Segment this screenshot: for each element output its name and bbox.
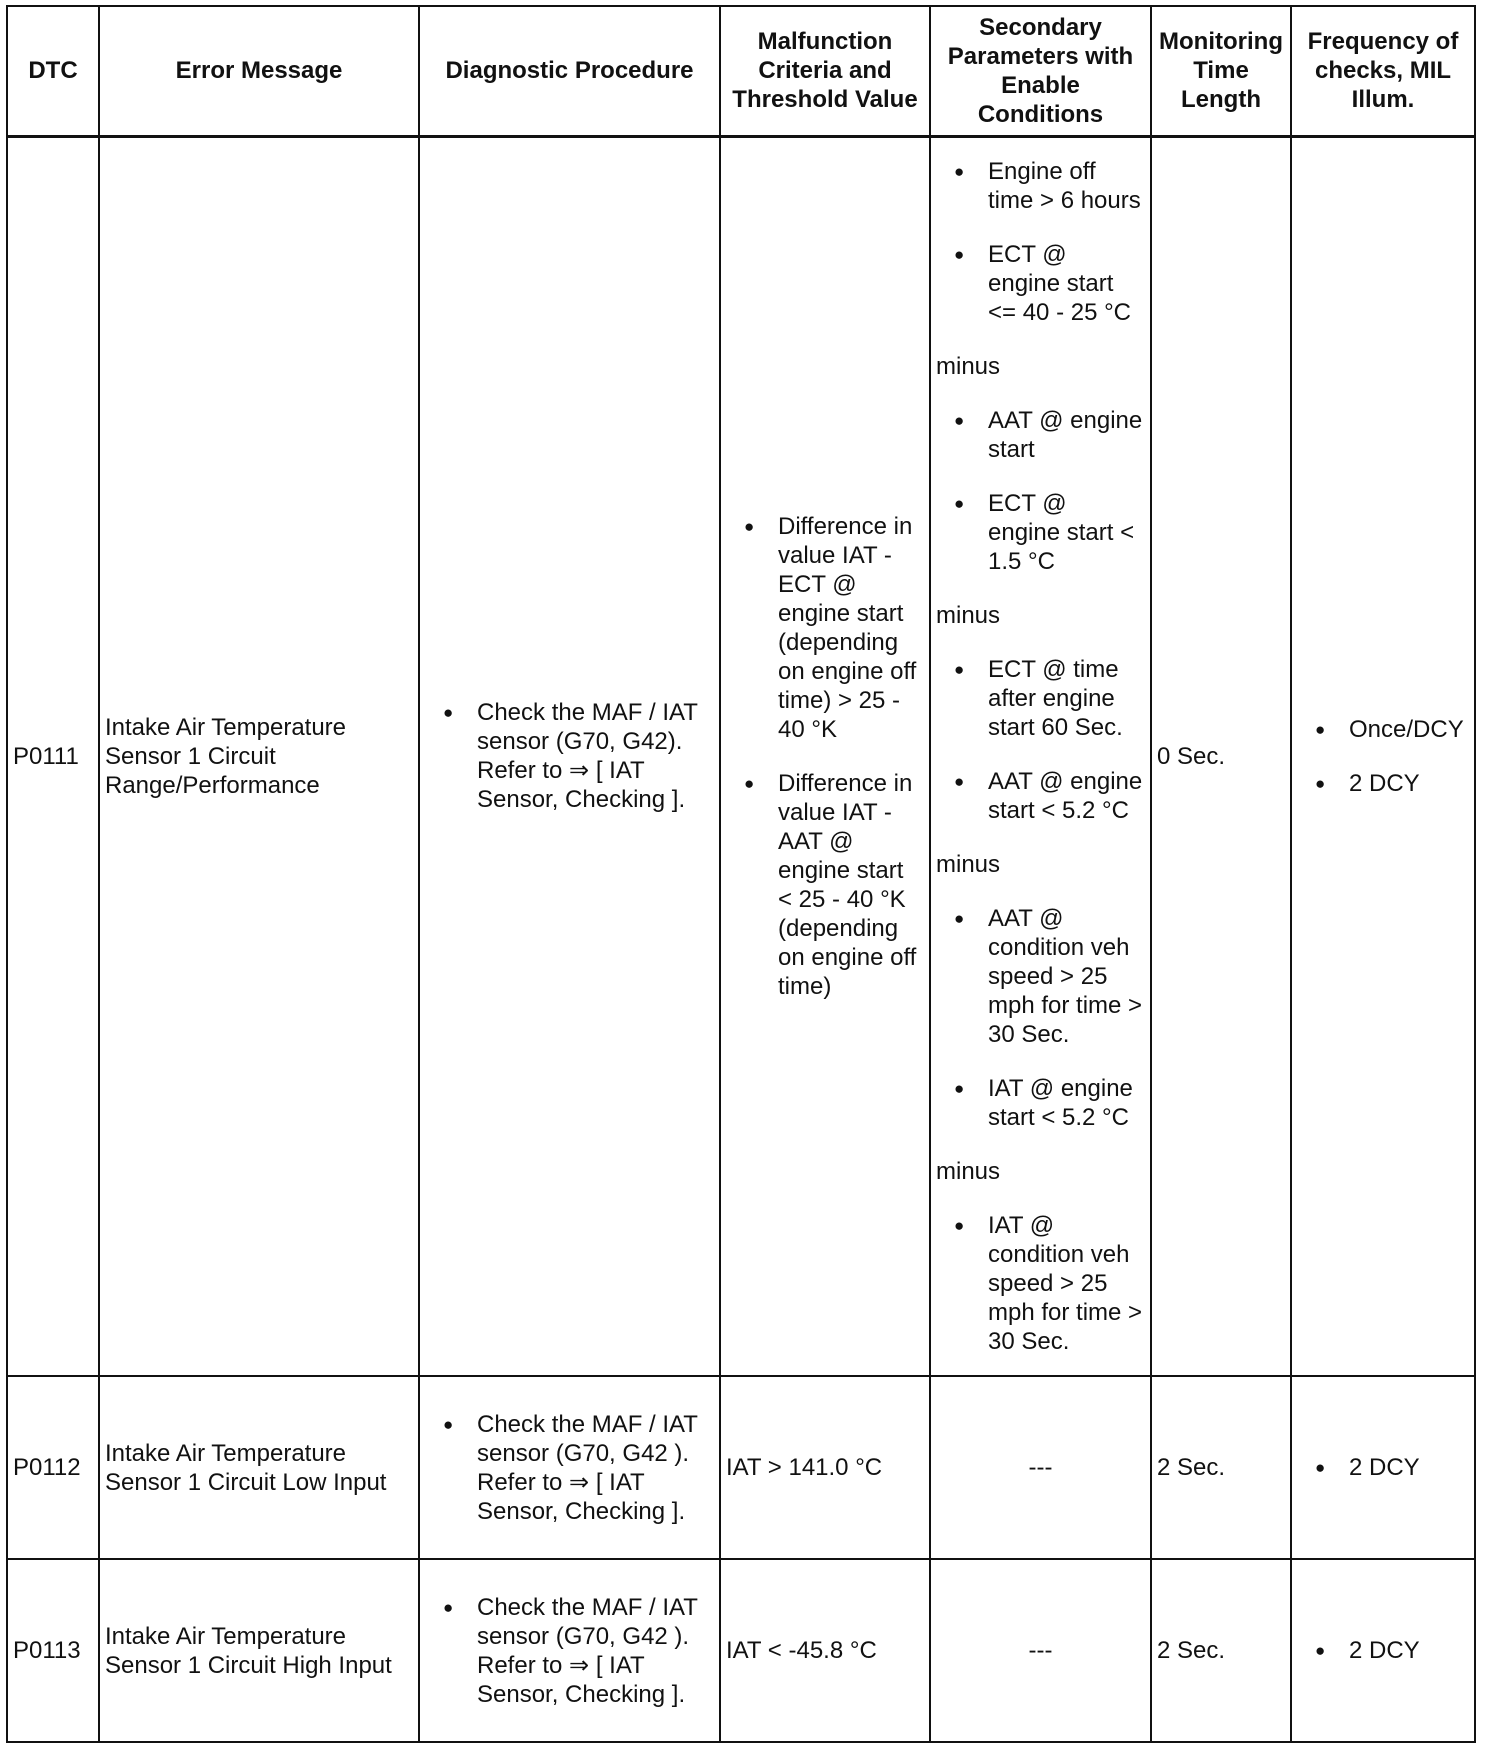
frequency xyxy=(1291,136,1475,1376)
monitoring-time: 0 Sec. xyxy=(1151,136,1291,1376)
malfunction-criteria xyxy=(720,136,930,1376)
secondary-item: ● AAT @ condition veh speed > 25 mph for time > 30 Sec. xyxy=(936,904,1145,1049)
table-row xyxy=(7,136,1475,1376)
diagnostic-procedure xyxy=(419,1376,720,1559)
dtc-code: P0113 xyxy=(7,1559,99,1742)
procedure-item: ● Check the MAF / IAT sensor (G70, G42 ). Refer to ⇒ [ IAT Sensor, Checking ]. xyxy=(425,1593,714,1709)
procedure-item: ● Check the MAF / IAT sensor (G70, G42). Refer to ⇒ [ IAT Sensor, Checking ]. xyxy=(425,698,714,814)
malfunction-criteria: IAT > 141.0 °C xyxy=(720,1376,930,1559)
secondary-parameters: --- xyxy=(930,1559,1151,1742)
frequency-item: ● 2 DCY xyxy=(1297,1453,1469,1482)
error-message: Intake Air Temperature Sensor 1 Circuit High Input xyxy=(99,1559,419,1742)
secondary-parameters: --- xyxy=(930,1376,1151,1559)
frequency-item: ● 2 DCY xyxy=(1297,769,1469,798)
minus-label: minus xyxy=(936,352,1001,380)
malfunction-criteria: IAT < -45.8 °C xyxy=(720,1559,930,1742)
header-error-message: Error Message xyxy=(99,6,419,136)
secondary-item: ● ECT @ time after engine start 60 Sec. xyxy=(936,655,1145,742)
monitoring-time: 2 Sec. xyxy=(1151,1376,1291,1559)
error-message: Intake Air Temperature Sensor 1 Circuit Range/Performance xyxy=(99,136,419,1376)
dtc-code: P0112 xyxy=(7,1376,99,1559)
minus-label: minus xyxy=(936,601,1001,629)
frequency-item: ● Once/DCY xyxy=(1297,715,1469,744)
malfunction-item: ● Difference in value IAT - AAT @ engine start < 25 - 40 °K (depending on engine off time) xyxy=(726,769,924,1001)
header-row xyxy=(7,6,1475,136)
frequency xyxy=(1291,1376,1475,1559)
dtc-code: P0111 xyxy=(7,136,99,1376)
minus-label: minus xyxy=(936,1157,1001,1185)
dtc-table xyxy=(6,5,1476,1743)
frequency-item: ● 2 DCY xyxy=(1297,1636,1469,1665)
table-row xyxy=(7,1376,1475,1559)
secondary-parameters xyxy=(930,136,1151,1376)
frequency xyxy=(1291,1559,1475,1742)
secondary-item: ● IAT @ condition veh speed > 25 mph for time > 30 Sec. xyxy=(936,1211,1145,1356)
diagnostic-procedure xyxy=(419,136,720,1376)
secondary-item: ● ECT @ engine start <= 40 - 25 °C xyxy=(936,240,1145,327)
secondary-item: ● AAT @ engine start xyxy=(936,406,1145,464)
secondary-item: ● IAT @ engine start < 5.2 °C xyxy=(936,1074,1145,1132)
error-message: Intake Air Temperature Sensor 1 Circuit Low Input xyxy=(99,1376,419,1559)
monitoring-time: 2 Sec. xyxy=(1151,1559,1291,1742)
minus-label: minus xyxy=(936,850,1001,878)
header-malfunction-criteria: Malfunction Criteria and Threshold Value xyxy=(720,6,930,136)
malfunction-item: ● Difference in value IAT - ECT @ engine start (depending on engine off time) > 25 - 40 °K xyxy=(726,512,924,744)
header-monitoring-time: Monitoring Time Length xyxy=(1151,6,1291,136)
header-dtc: DTC xyxy=(7,6,99,136)
diagnostic-procedure xyxy=(419,1559,720,1742)
header-frequency: Frequency of checks, MIL Illum. xyxy=(1291,6,1475,136)
secondary-item: ● Engine off time > 6 hours xyxy=(936,157,1145,215)
secondary-item: ● ECT @ engine start < 1.5 °C xyxy=(936,489,1145,576)
header-diagnostic-procedure: Diagnostic Procedure xyxy=(419,6,720,136)
header-secondary-parameters: Secondary Parameters with Enable Conditions xyxy=(930,6,1151,136)
procedure-item: ● Check the MAF / IAT sensor (G70, G42 ). Refer to ⇒ [ IAT Sensor, Checking ]. xyxy=(425,1410,714,1526)
table-row xyxy=(7,1559,1475,1742)
secondary-item: ● AAT @ engine start < 5.2 °C xyxy=(936,767,1145,825)
